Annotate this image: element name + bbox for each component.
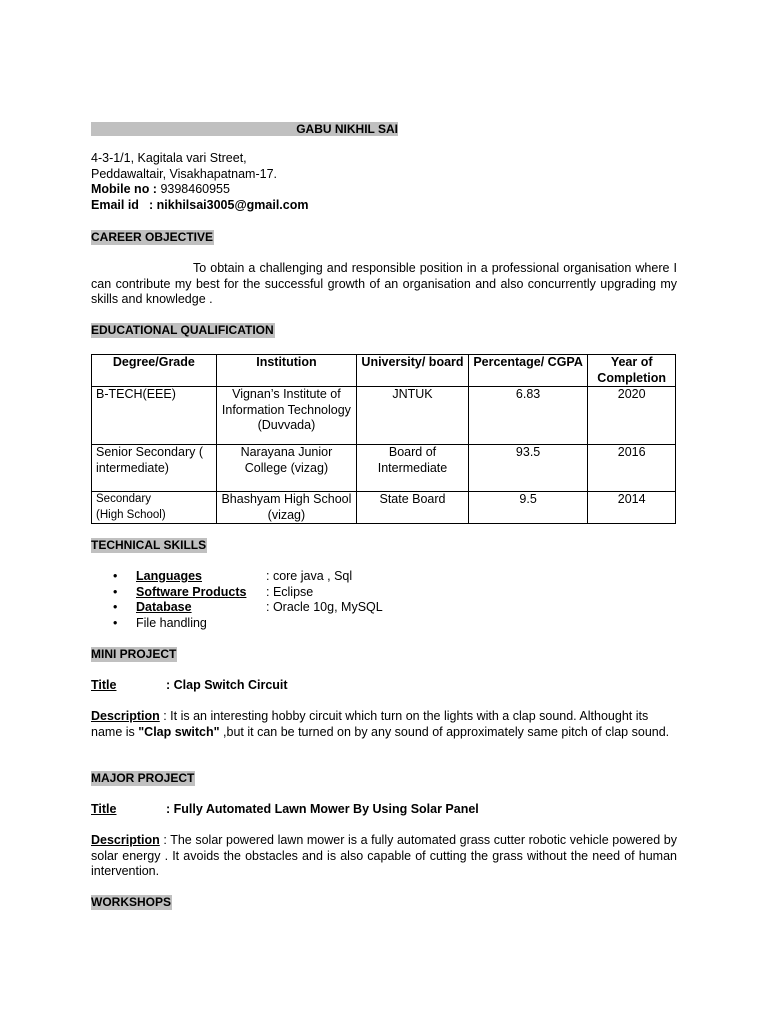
- column-header: University/ board: [357, 355, 469, 387]
- table-cell: [92, 492, 217, 524]
- workshops-heading: WORKSHOPS: [91, 895, 172, 909]
- career-objective-heading: CAREER OBJECTIVE: [91, 230, 214, 244]
- mobile-label: Mobile no :: [91, 182, 157, 196]
- description-text: ,but it can be turned on by any sound of approximately same pitch of clap sound.: [219, 724, 670, 739]
- mobile-row: [91, 182, 308, 198]
- major-project-heading: MAJOR PROJECT: [91, 771, 195, 785]
- title-value: : Fully Automated Lawn Mower By Using Solar Panel: [166, 802, 479, 816]
- table-cell: 6.83: [468, 387, 587, 445]
- table-cell: Vignan’s Institute of Information Technology (Duvvada): [216, 387, 356, 445]
- technical-skills-heading: TECHNICAL SKILLS: [91, 538, 207, 552]
- column-header: Year of Completion: [588, 355, 676, 387]
- table-cell: 2016: [588, 445, 676, 492]
- title-label: Title: [91, 678, 117, 692]
- email-row: [91, 198, 308, 214]
- table-cell: Bhashyam High School (vizag): [216, 492, 356, 524]
- description-label: Description: [91, 709, 160, 723]
- skill-key: Languages: [136, 569, 202, 583]
- bullet-icon: •: [113, 584, 118, 599]
- bullet-icon: •: [113, 615, 118, 630]
- table-row: [92, 445, 676, 492]
- skill-key: Database: [136, 600, 192, 614]
- description-label: Description: [91, 833, 160, 847]
- column-header: Percentage/ CGPA: [468, 355, 587, 387]
- title-value: : Clap Switch Circuit: [166, 678, 288, 692]
- table-cell: 2014: [588, 492, 676, 524]
- email-value: : nikhilsai3005@gmail.com: [149, 197, 309, 212]
- skill-value: : Eclipse: [266, 584, 314, 599]
- skills-list: [91, 569, 383, 631]
- description-bold: "Clap switch": [138, 724, 220, 739]
- description-text: : The solar powered lawn mower is a fully automated grass cutter robotic vehicle powered by solar energy . It avoids the obstacles and is also capable of cutting the grass without the need of human intervention.: [91, 833, 677, 878]
- major-project-title-row: [91, 802, 479, 818]
- major-project-description: [91, 833, 677, 880]
- address-line-2: Peddawaltair, Visakhapatnam-17.: [91, 166, 277, 181]
- table-row: [92, 387, 676, 445]
- mini-project-title-row: [91, 678, 288, 694]
- table-cell: 9.5: [468, 492, 587, 524]
- skill-value: : Oracle 10g, MySQL: [266, 600, 383, 614]
- list-item: [91, 616, 383, 632]
- contact-block: [91, 151, 308, 213]
- table-cell: Board of Intermediate: [357, 445, 469, 492]
- address-line-1: 4-3-1/1, Kagitala vari Street,: [91, 151, 247, 165]
- column-header: Degree/Grade: [92, 355, 217, 387]
- table-cell: Narayana Junior College (vizag): [216, 445, 356, 492]
- title-label: Title: [91, 802, 117, 816]
- career-objective-body: To obtain a challenging and responsible position in a professional organisation where I can contribute my best for the successful growth of an organisation and also concurrently upgrading my skills and knowledge .: [91, 261, 677, 306]
- column-header: Institution: [216, 355, 356, 387]
- bullet-icon: •: [113, 600, 118, 614]
- list-item: [91, 600, 383, 616]
- skill-key: Software Products: [136, 584, 247, 599]
- skill-value: File handling: [136, 615, 207, 630]
- mini-project-heading: MINI PROJECT: [91, 647, 177, 661]
- table-cell: Senior Secondary ( intermediate): [92, 445, 217, 492]
- email-label: Email id: [91, 197, 139, 212]
- table-cell: State Board: [357, 492, 469, 524]
- list-item: [91, 585, 383, 601]
- table-cell-sub: (High School): [96, 508, 166, 521]
- table-cell: B-TECH(EEE): [92, 387, 217, 445]
- education-table: [91, 354, 676, 524]
- table-row: [92, 492, 676, 524]
- education-heading: EDUCATIONAL QUALIFICATION: [91, 323, 274, 337]
- table-header-row: [92, 355, 676, 387]
- mobile-value: 9398460955: [156, 182, 230, 196]
- name-heading: [91, 122, 398, 136]
- bullet-icon: •: [113, 569, 118, 583]
- table-cell-main: Secondary: [96, 493, 151, 505]
- table-cell: 2020: [588, 387, 676, 445]
- mini-project-description: [91, 709, 677, 740]
- name-text: GABU NIKHIL SAI: [296, 122, 398, 136]
- career-objective-text: [91, 261, 677, 308]
- table-cell: JNTUK: [357, 387, 469, 445]
- description-text: : It is an interesting hobby circuit which turn on the lights with a clap sound. Althought its name is: [91, 709, 649, 739]
- list-item: [91, 569, 383, 585]
- table-cell: 93.5: [468, 445, 587, 492]
- skill-value: : core java , Sql: [266, 569, 353, 583]
